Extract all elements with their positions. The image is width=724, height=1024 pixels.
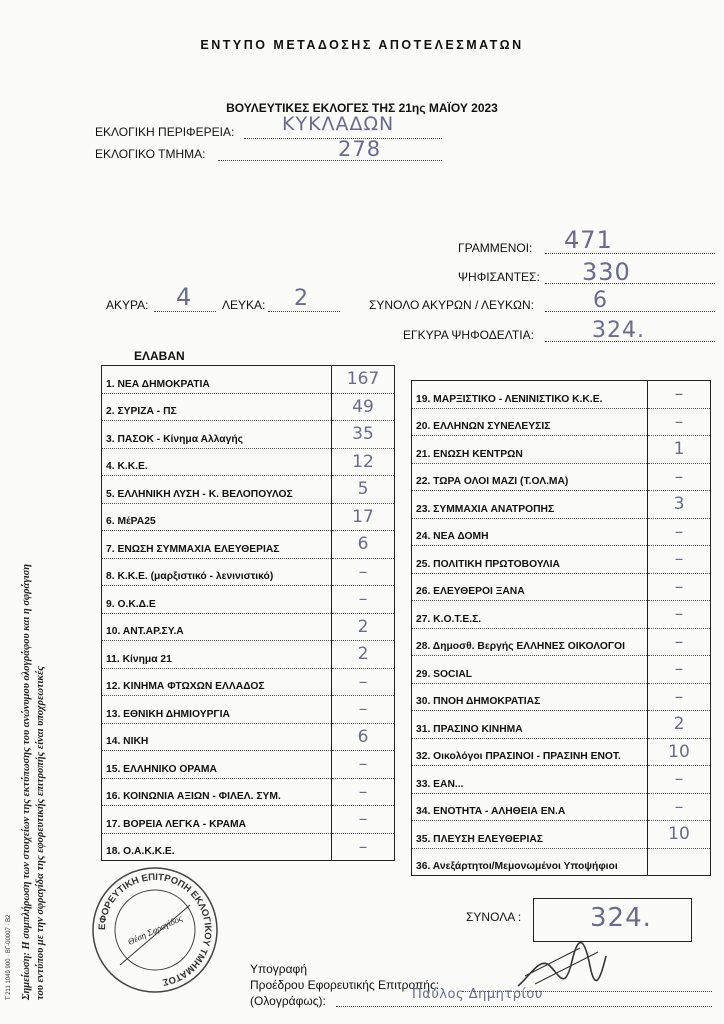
- party-votes: 3: [648, 491, 711, 519]
- party-row: [102, 833, 395, 861]
- party-votes: –: [648, 766, 711, 794]
- party-votes: 167: [332, 366, 395, 394]
- blank-dotted-line: [268, 311, 340, 312]
- form-title: ΕΝΤΥΠΟ ΜΕΤΑΔΟΣΗΣ ΑΠΟΤΕΛΕΣΜΑΤΩΝ: [200, 38, 524, 52]
- party-votes: –: [648, 656, 711, 684]
- party-votes: 17: [332, 503, 395, 531]
- invalid-label: ΑΚΥΡΑ:: [106, 298, 149, 312]
- party-row: [102, 586, 395, 614]
- party-votes: –: [332, 751, 395, 779]
- party-votes: –: [648, 628, 711, 656]
- party-row: [412, 381, 711, 409]
- party-name: 20. ΕΛΛΗΝΩΝ ΣΥΝΕΛΕΥΣΙΣ: [412, 408, 648, 436]
- signature-name-dotted-line: [336, 1006, 712, 1007]
- party-name: 36. Ανεξάρτητοι/Μεμονωμένοι Υποψήφιοι: [416, 861, 618, 872]
- voted-value: 330: [582, 258, 631, 286]
- party-row: [412, 408, 711, 436]
- section-value: 278: [338, 137, 382, 161]
- party-row: [102, 668, 395, 696]
- registered-label: ΓΡΑΜΜΕΝΟΙ:: [458, 241, 533, 255]
- signature-scribble: [510, 936, 610, 996]
- party-name: 11. Κίνημα 21: [102, 641, 332, 669]
- invalid-value: 4: [176, 283, 193, 311]
- party-name: 18. Ο.Α.Κ.Κ.Ε.: [106, 846, 175, 857]
- party-votes: 2: [332, 641, 395, 669]
- received-label: ΕΛΑΒΑΝ: [134, 349, 185, 363]
- party-row: [102, 448, 395, 476]
- party-name: 14. ΝΙΚΗ: [102, 723, 332, 751]
- party-votes: –: [648, 518, 711, 546]
- parties-table-right: [411, 380, 711, 876]
- party-row: [102, 723, 395, 751]
- party-row: [412, 546, 711, 574]
- party-name: 8. Κ.Κ.Ε. (μαρξιστικό - λενινιστικό): [102, 558, 332, 586]
- side-note: [20, 564, 48, 1000]
- stamp-inner-text: Θέση Σφραγίδος: [126, 913, 184, 947]
- form-code: Τ 211 1049 900 · ΒΓ-00007 · Β2: [6, 914, 12, 1000]
- party-row: [102, 613, 395, 641]
- party-row: [412, 656, 711, 684]
- invalid-dotted-line: [154, 311, 216, 312]
- party-row: [102, 393, 395, 421]
- party-row: [102, 641, 395, 669]
- party-name: 16. ΚΟΙΝΩΝΙΑ ΑΞΙΩΝ - ΦΙΛΕΛ. ΣΥΜ.: [102, 778, 332, 806]
- party-name: 7. ΕΝΩΣΗ ΣΥΜΜΑΧΙΑ ΕΛΕΥΘΕΡΙΑΣ: [102, 531, 332, 559]
- party-row: [102, 531, 395, 559]
- party-row: [412, 821, 711, 849]
- district-label: ΕΚΛΟΓΙΚΗ ΠΕΡΙΦΕΡΕΙΑ:: [95, 125, 235, 139]
- party-votes: –: [648, 601, 711, 629]
- party-votes: 1: [648, 436, 711, 464]
- party-row: [412, 628, 711, 656]
- blank-value: 2: [294, 286, 309, 311]
- party-name: 15. ΕΛΛΗΝΙΚΟ ΟΡΑΜΑ: [102, 751, 332, 779]
- totals-label: ΣΥΝΟΛΑ :: [466, 910, 522, 924]
- party-votes: –: [648, 463, 711, 491]
- party-row: [102, 778, 395, 806]
- party-name: 21. ΕΝΩΣΗ ΚΕΝΤΡΩΝ: [412, 436, 648, 464]
- party-name: 31. ΠΡΑΣΙΝΟ ΚΙΝΗΜΑ: [412, 711, 648, 739]
- totals-value: 324.: [590, 903, 652, 933]
- parties-table-left: [101, 365, 395, 861]
- party-row: [102, 476, 395, 504]
- party-name: 13. ΕΘΝΙΚΗ ΔΗΜΙΟΥΡΓΙΑ: [102, 696, 332, 724]
- party-name: 26. ΕΛΕΥΘΕΡΟΙ ΞΑΝΑ: [412, 573, 648, 601]
- party-row: [412, 463, 711, 491]
- party-row: [412, 683, 711, 711]
- party-name: 2. ΣΥΡΙΖΑ - ΠΣ: [102, 393, 332, 421]
- party-votes: –: [332, 696, 395, 724]
- blank-label: ΛΕΥΚΑ:: [222, 298, 266, 312]
- party-name: 19. ΜΑΡΞΙΣΤΙΚΟ - ΛΕΝΙΝΙΣΤΙΚΟ Κ.Κ.Ε.: [412, 381, 648, 409]
- party-name: 5. ΕΛΛΗΝΙΚΗ ΛΥΣΗ - Κ. ΒΕΛΟΠΟΥΛΟΣ: [102, 476, 332, 504]
- party-votes: 35: [332, 421, 395, 449]
- party-name: 4. Κ.Κ.Ε.: [102, 448, 332, 476]
- party-row: [412, 711, 711, 739]
- party-name: 33. ΕΑΝ...: [412, 766, 648, 794]
- party-votes: 6: [332, 531, 395, 559]
- party-votes: 10: [648, 821, 711, 849]
- party-row: [412, 573, 711, 601]
- party-votes: –: [648, 546, 711, 574]
- signature-handwritten-name: Παύλος Δημητρίου: [412, 987, 543, 1002]
- party-name: 3. ΠΑΣΟΚ - Κίνημα Αλλαγής: [102, 421, 332, 449]
- party-votes: –: [648, 381, 711, 409]
- party-votes: –: [332, 668, 395, 696]
- party-votes: 2: [332, 613, 395, 641]
- party-name: 30. ΠΝΟΗ ΔΗΜΟΚΡΑΤΙΑΣ: [412, 683, 648, 711]
- party-name: 35. ΠΛΕΥΣΗ ΕΛΕΥΘΕΡΙΑΣ: [412, 821, 648, 849]
- party-votes: –: [332, 833, 395, 861]
- party-row: [102, 421, 395, 449]
- party-row: [412, 766, 711, 794]
- committee-stamp: [90, 865, 220, 995]
- valid-value: 324.: [592, 318, 645, 343]
- party-row: [412, 436, 711, 464]
- party-votes: –: [648, 683, 711, 711]
- registered-value: 471: [564, 226, 613, 254]
- party-name: 6. ΜέΡΑ25: [102, 503, 332, 531]
- side-note-line-2: του εντύπου με την σφραγίδα της εφορευτικής επιτροπής είναι υποχρεωτικές: [35, 666, 46, 1000]
- party-row: [412, 738, 711, 766]
- invalid-blank-total-value: 6: [593, 288, 608, 313]
- party-votes: 6: [332, 723, 395, 751]
- party-name: 12. ΚΙΝΗΜΑ ΦΤΩΧΩΝ ΕΛΛΑΔΟΣ: [102, 668, 332, 696]
- party-name: 32. Οικολόγοι ΠΡΑΣΙΝΟΙ - ΠΡΑΣΙΝΗ ΕΝΟΤ.: [412, 738, 648, 766]
- valid-label: ΕΓΚΥΡΑ ΨΗΦΟΔΕΛΤΙΑ:: [403, 328, 534, 342]
- party-row: [102, 366, 395, 394]
- party-name: 23. ΣΥΜΜΑΧΙΑ ΑΝΑΤΡΟΠΗΣ: [412, 491, 648, 519]
- party-row: [102, 806, 395, 834]
- party-name: 9. Ο.Κ.Δ.Ε: [102, 586, 332, 614]
- party-row: [412, 848, 711, 876]
- party-votes: [648, 848, 711, 876]
- party-votes: –: [648, 573, 711, 601]
- invalid-blank-total-dotted-line: [545, 311, 715, 312]
- party-name: 22. ΤΩΡΑ ΟΛΟΙ ΜΑΖΙ (Τ.ΟΛ.ΜΑ): [412, 463, 648, 491]
- party-row: [412, 793, 711, 821]
- party-row: [102, 696, 395, 724]
- signature-line-1: Υπογραφή: [250, 962, 308, 976]
- party-name: 24. ΝΕΑ ΔΟΜΗ: [412, 518, 648, 546]
- district-value: ΚΥΚΛΑΔΩΝ: [282, 113, 395, 135]
- election-subtitle: ΒΟΥΛΕΥΤΙΚΕΣ ΕΚΛΟΓΕΣ ΤΗΣ 21ης ΜΑΪΟΥ 2023: [226, 101, 498, 115]
- party-votes: 49: [332, 393, 395, 421]
- party-votes: –: [332, 806, 395, 834]
- party-row: [412, 518, 711, 546]
- party-name: 34. ΕΝΟΤΗΤΑ - ΑΛΗΘΕΙΑ ΕΝ.Α: [412, 793, 648, 821]
- party-votes: –: [332, 778, 395, 806]
- voted-label: ΨΗΦΙΣΑΝΤΕΣ:: [458, 270, 540, 284]
- party-row: [102, 503, 395, 531]
- party-votes: 5: [332, 476, 395, 504]
- party-row: [412, 491, 711, 519]
- party-row: [102, 751, 395, 779]
- party-votes: 12: [332, 448, 395, 476]
- party-votes: –: [332, 586, 395, 614]
- party-row: [412, 601, 711, 629]
- stamp-outer-text: ΕΦΟΡΕΥΤΙΚΗ ΕΠΙΤΡΟΠΗ ΕΚΛΟΓΙΚΟΥ ΤΜΗΜΑΤΟΣ: [96, 871, 214, 988]
- invalid-blank-total-label: ΣΥΝΟΛΟ ΑΚΥΡΩΝ / ΛΕΥΚΩΝ:: [369, 298, 534, 312]
- party-votes: 10: [648, 738, 711, 766]
- side-note-line-1: Σημείωση: Η συμπλήρωση των στοιχείων της εκτύπωσης του ανώνυμου ολογράφου και η σφράγιση: [21, 563, 32, 1000]
- signature-line-2: Προέδρου Εφορευτικής Επιτροπής:: [250, 978, 440, 992]
- party-name: 29. SOCIAL: [412, 656, 648, 684]
- party-votes: 2: [648, 711, 711, 739]
- party-name: 1. ΝΕΑ ΔΗΜΟΚΡΑΤΙΑ: [102, 366, 332, 394]
- section-label: ΕΚΛΟΓΙΚΟ ΤΜΗΜΑ:: [95, 147, 206, 161]
- party-name: 25. ΠΟΛΙΤΙΚΗ ΠΡΩΤΟΒΟΥΛΙΑ: [412, 546, 648, 574]
- section-dotted-line: [218, 160, 442, 161]
- party-name: 28. Δημοσθ. Βεργής ΕΛΛΗΝΕΣ ΟΙΚΟΛΟΓΟΙ: [412, 628, 648, 656]
- party-name: 10. ΑΝΤ.ΑΡ.ΣΥ.Α: [102, 613, 332, 641]
- party-name: 27. Κ.Ο.Τ.Ε.Σ.: [412, 601, 648, 629]
- party-votes: –: [648, 793, 711, 821]
- party-votes: –: [332, 558, 395, 586]
- party-votes: –: [648, 408, 711, 436]
- party-name: 17. ΒΟΡΕΙΑ ΛΕΓΚΑ - ΚΡΑΜΑ: [102, 806, 332, 834]
- party-row: [102, 558, 395, 586]
- signature-line-3: (Ολογράφως):: [250, 994, 326, 1008]
